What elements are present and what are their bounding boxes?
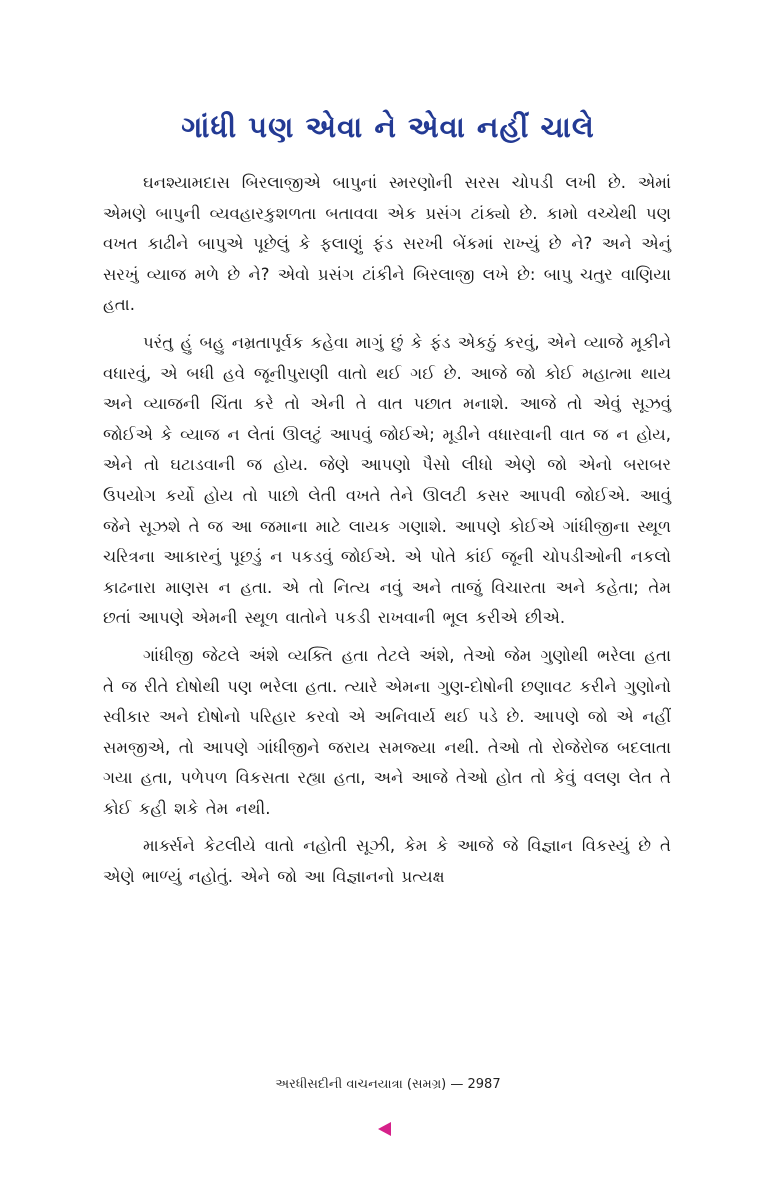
paragraph-4: માર્ક્સને કેટલીયે વાતો નહોતી સૂઝી, કેમ કે આજે જે વિજ્ઞાન વિકસ્યું છે તે એણે ભાળ્યું નહોતું. એને જો આ વિજ્ઞાનનો પ્રત્યક્ષ	[103, 836, 671, 887]
paragraph-2: પરંતુ હું બહુ નમ્રતાપૂર્વક કહેવા માગું છું કે ફંડ એકઠું કરવું, એને વ્યાજે મૂકીને વધારવું, એ બધી હવે જૂનીપુરાણી વાતો થઈ ગઈ છે. આજે જો કોઈ મહાત્મા થાય અને વ્યાજની ચિંતા કરે તો એની તે વાત પછાત મનાશે. આજે તો એવું સૂઝવું જોઈએ કે વ્યાજ ન લેતાં ઊલટું આપવું જોઈએ; મૂડીને વધારવાની વાત જ ન હોય, એને તો ઘટાડવાની જ હોય. જેણે આપણો પૈસો લીધો એણે જો એનો બરાબર ઉપયોગ કર્યો હોય તો પાછો લેતી વખતે તેને ઊલટી કસર આપવી જોઈએ. આવું જેને સૂઝશે તે જ આ જમાના માટે લાયક ગણાશે. આપણે કોઈએ ગાંધીજીના સ્થૂળ ચરિત્રના આકારનું પૂછડું ન પકડવું જોઈએ. એ પોતે કાંઈ જૂની ચોપડીઓની નકલો કાઢનારા માણસ ન હતા. એ તો નિત્ય નવું અને તાજું વિચારતા અને કહેતા; તેમ છતાં આપણે એમની સ્થૂળ વાતોને પકડી રાખવાની ભૂલ કરીએ છીએ.	[103, 332, 671, 628]
page-footer: અરધીસદીની વાચનયાત્રા (સમગ્ર) — 2987	[275, 1077, 501, 1092]
previous-page-arrow-icon[interactable]	[378, 1122, 391, 1136]
paragraph-1: ઘનશ્યામદાસ બિરલાજીએ બાપુનાં સ્મરણોની સરસ ચોપડી લખી છે. એમાં એમણે બાપુની વ્યવહારકુશળતા બતાવવા એક પ્રસંગ ટાંક્યો છે. કામો વચ્ચેથી પણ વખત કાઢીને બાપુએ પૂછેલું કે ફલાણું ફંડ સરખી બેંકમાં રાખ્યું છે ને? અને એનું સરખું વ્યાજ મળે છે ને? એવો પ્રસંગ ટાંકીને બિરલાજી લખે છે: બાપુ ચતુર વાણિયા હતા.	[103, 173, 671, 315]
page-title: ગાંધી પણ એવા ને એવા નહીં ચાલે	[181, 110, 595, 144]
article-body	[103, 168, 671, 900]
paragraph-3: ગાંધીજી જેટલે અંશે વ્યક્તિ હતા તેટલે અંશે, તેઓ જેમ ગુણોથી ભરેલા હતા તે જ રીતે દોષોથી પણ ભરેલા હતા. ત્યારે એમના ગુણ-દોષોની છણાવટ કરીને ગુણોનો સ્વીકાર અને દોષોનો પરિહાર કરવો એ અનિવાર્ય થઈ પડે છે. આપણે જો એ નહીં સમજીએ, તો આપણે ગાંધીજીને જરાય સમજ્યા નથી. તેઓ તો રોજેરોજ બદલાતા ગયા હતા, પળેપળ વિકસતા રહ્યા હતા, અને આજે તેઓ હોત તો કેવું વલણ લેત તે કોઈ કહી શકે તેમ નથી.	[103, 645, 671, 818]
